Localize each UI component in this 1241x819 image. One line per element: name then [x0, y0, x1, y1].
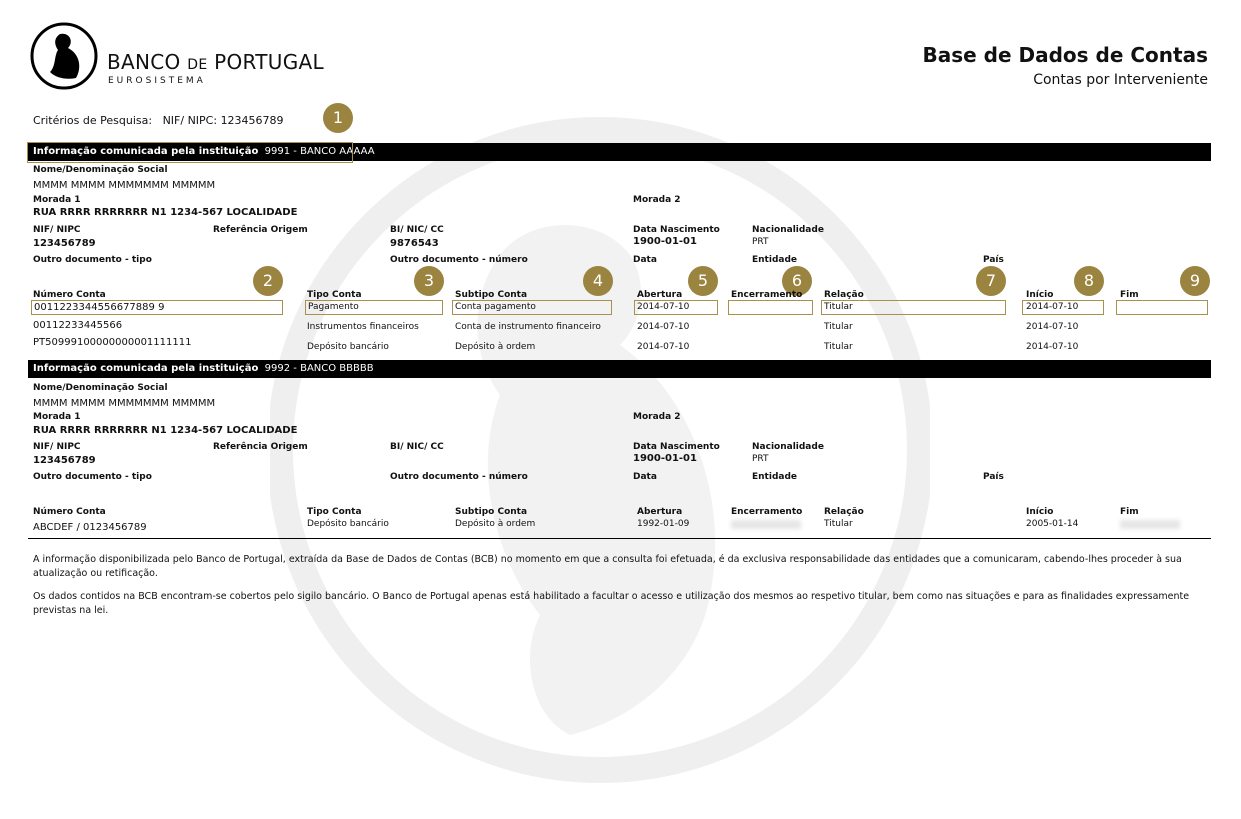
highlight-institution — [27, 142, 353, 163]
acc3-tipo: Depósito bancário — [307, 342, 389, 352]
label-outro-tipo: Outro documento - tipo — [33, 255, 152, 265]
col-relacao-2: Relação — [824, 507, 864, 517]
eurosistema-label: EUROSISTEMA — [108, 76, 206, 86]
col-abertura: Abertura — [637, 290, 683, 300]
label-nac: Nacionalidade — [752, 225, 824, 235]
col-fim-2: Fim — [1120, 507, 1139, 517]
search-criteria: Critérios de Pesquisa: NIF/ NIPC: 123456789 — [33, 114, 284, 127]
acc4-abertura: 1992-01-09 — [637, 519, 690, 529]
col-encerramento: Encerramento — [731, 290, 803, 300]
acc2-subtipo: Conta de instrumento financeiro — [455, 322, 601, 332]
acc1-abertura: 2014-07-10 — [637, 302, 690, 312]
marker-2: 2 — [253, 266, 283, 296]
acc2-num: 00112233445566 — [33, 320, 123, 331]
label-pais-2: País — [983, 472, 1004, 482]
col-abertura-2: Abertura — [637, 507, 683, 517]
acc1-num: 0011223344556677889 9 — [34, 302, 165, 313]
acc3-relacao: Titular — [824, 342, 853, 352]
label-morada2-2: Morada 2 — [633, 412, 681, 422]
acc4-relacao: Titular — [824, 519, 853, 529]
acc4-inicio: 2005-01-14 — [1026, 519, 1079, 529]
label-data-2: Data — [633, 472, 657, 482]
value-nasc: 1900-01-01 — [633, 236, 697, 247]
label-nasc: Data Nascimento — [633, 225, 720, 235]
redacted-fim — [1120, 520, 1180, 529]
divider — [28, 538, 1211, 539]
label-nac-2: Nacionalidade — [752, 442, 824, 452]
label-data: Data — [633, 255, 657, 265]
value-nome: MMMM MMMM MMMMMMM MMMMM — [33, 180, 216, 191]
value-nasc-2: 1900-01-01 — [633, 453, 697, 464]
col-subtipo-conta-2: Subtipo Conta — [455, 507, 528, 517]
value-nac: PRT — [752, 237, 769, 247]
institution-bar-1: Informação comunicada pela instituição 9991 - BANCO AAAAA — [28, 143, 1211, 161]
label-nome: Nome/Denominação Social — [33, 165, 168, 175]
col-tipo-conta: Tipo Conta — [307, 290, 362, 300]
label-ref-2: Referência Origem — [213, 442, 308, 452]
marker-4: 4 — [583, 266, 613, 296]
acc3-subtipo: Depósito à ordem — [455, 342, 536, 352]
value-nif: 123456789 — [33, 238, 96, 249]
value-nif-2: 123456789 — [33, 455, 96, 466]
col-relacao: Relação — [824, 290, 864, 300]
col-subtipo-conta: Subtipo Conta — [455, 290, 528, 300]
acc1-inicio: 2014-07-10 — [1026, 302, 1079, 312]
label-outro-tipo-2: Outro documento - tipo — [33, 472, 152, 482]
acc1-tipo: Pagamento — [308, 302, 359, 312]
acc4-num: ABCDEF / 0123456789 — [33, 522, 147, 533]
acc2-abertura: 2014-07-10 — [637, 322, 690, 332]
highlight-encerramento — [728, 300, 813, 315]
value-nome-2: MMMM MMMM MMMMMMM MMMMM — [33, 398, 216, 409]
col-inicio-2: Início — [1026, 507, 1054, 517]
value-nac-2: PRT — [752, 454, 769, 464]
label-morada1-2: Morada 1 — [33, 412, 81, 422]
redacted-encerramento — [731, 520, 801, 529]
acc2-relacao: Titular — [824, 322, 853, 332]
marker-9: 9 — [1180, 266, 1210, 296]
label-nasc-2: Data Nascimento — [633, 442, 720, 452]
marker-1: 1 — [323, 103, 353, 133]
acc3-abertura: 2014-07-10 — [637, 342, 690, 352]
label-pais: País — [983, 255, 1004, 265]
label-morada2: Morada 2 — [633, 195, 681, 205]
highlight-fim — [1116, 300, 1208, 315]
marker-8: 8 — [1074, 266, 1104, 296]
footer-disclaimer-2: Os dados contidos na BCB encontram-se cobertos pelo sigilo bancário. O Banco de Portugal apenas está habilitado a facultar o acesso e utilização dos mesmos ao respetivo titular, bem como nas situações e para as finalidades expressamente previstas na lei. — [33, 591, 1190, 616]
acc4-tipo: Depósito bancário — [307, 519, 389, 529]
acc3-num: PT50999100000000001111111 — [33, 337, 192, 348]
acc2-tipo: Instrumentos financeiros — [307, 322, 419, 332]
label-morada1: Morada 1 — [33, 195, 81, 205]
value-morada1: RUA RRRR RRRRRRR N1 1234-567 LOCALIDADE — [33, 207, 298, 218]
col-tipo-conta-2: Tipo Conta — [307, 507, 362, 517]
col-encerramento-2: Encerramento — [731, 507, 803, 517]
label-bi-2: BI/ NIC/ CC — [390, 442, 444, 452]
bank-name: BANCO DE PORTUGAL — [107, 50, 324, 74]
marker-6: 6 — [782, 266, 812, 296]
page-subtitle: Contas por Interveniente — [1033, 72, 1208, 88]
label-entidade-2: Entidade — [752, 472, 798, 482]
marker-7: 7 — [976, 266, 1006, 296]
page-title: Base de Dados de Contas — [922, 43, 1208, 67]
institution-bar-2: Informação comunicada pela instituição 9992 - BANCO BBBBB — [28, 360, 1211, 378]
label-outro-num-2: Outro documento - número — [390, 472, 528, 482]
label-bi: BI/ NIC/ CC — [390, 225, 444, 235]
label-ref: Referência Origem — [213, 225, 308, 235]
label-outro-num: Outro documento - número — [390, 255, 528, 265]
acc3-inicio: 2014-07-10 — [1026, 342, 1079, 352]
value-bi: 9876543 — [390, 238, 439, 249]
acc1-relacao: Titular — [824, 302, 853, 312]
footer-disclaimer-1: A informação disponibilizada pelo Banco de Portugal, extraída da Base de Dados de Contas (BCB) no momento em que a consulta foi efetuada, é da exclusiva responsabilidade das entidades que a comunicaram, cabendo-lhes proceder à sua atualização ou retificação. — [33, 554, 1182, 579]
col-inicio: Início — [1026, 290, 1054, 300]
marker-3: 3 — [414, 266, 444, 296]
label-nif-2: NIF/ NIPC — [33, 442, 81, 452]
acc4-subtipo: Depósito à ordem — [455, 519, 536, 529]
acc2-inicio: 2014-07-10 — [1026, 322, 1079, 332]
col-num-conta: Número Conta — [33, 290, 106, 300]
watermark-seal — [270, 95, 930, 815]
col-fim: Fim — [1120, 290, 1139, 300]
value-morada1-2: RUA RRRR RRRRRRR N1 1234-567 LOCALIDADE — [33, 425, 298, 436]
label-nome-2: Nome/Denominação Social — [33, 383, 168, 393]
col-num-conta-2: Número Conta — [33, 507, 106, 517]
label-nif: NIF/ NIPC — [33, 225, 81, 235]
acc1-subtipo: Conta pagamento — [455, 302, 536, 312]
label-entidade: Entidade — [752, 255, 798, 265]
marker-5: 5 — [688, 266, 718, 296]
bank-logo-icon — [30, 22, 98, 90]
